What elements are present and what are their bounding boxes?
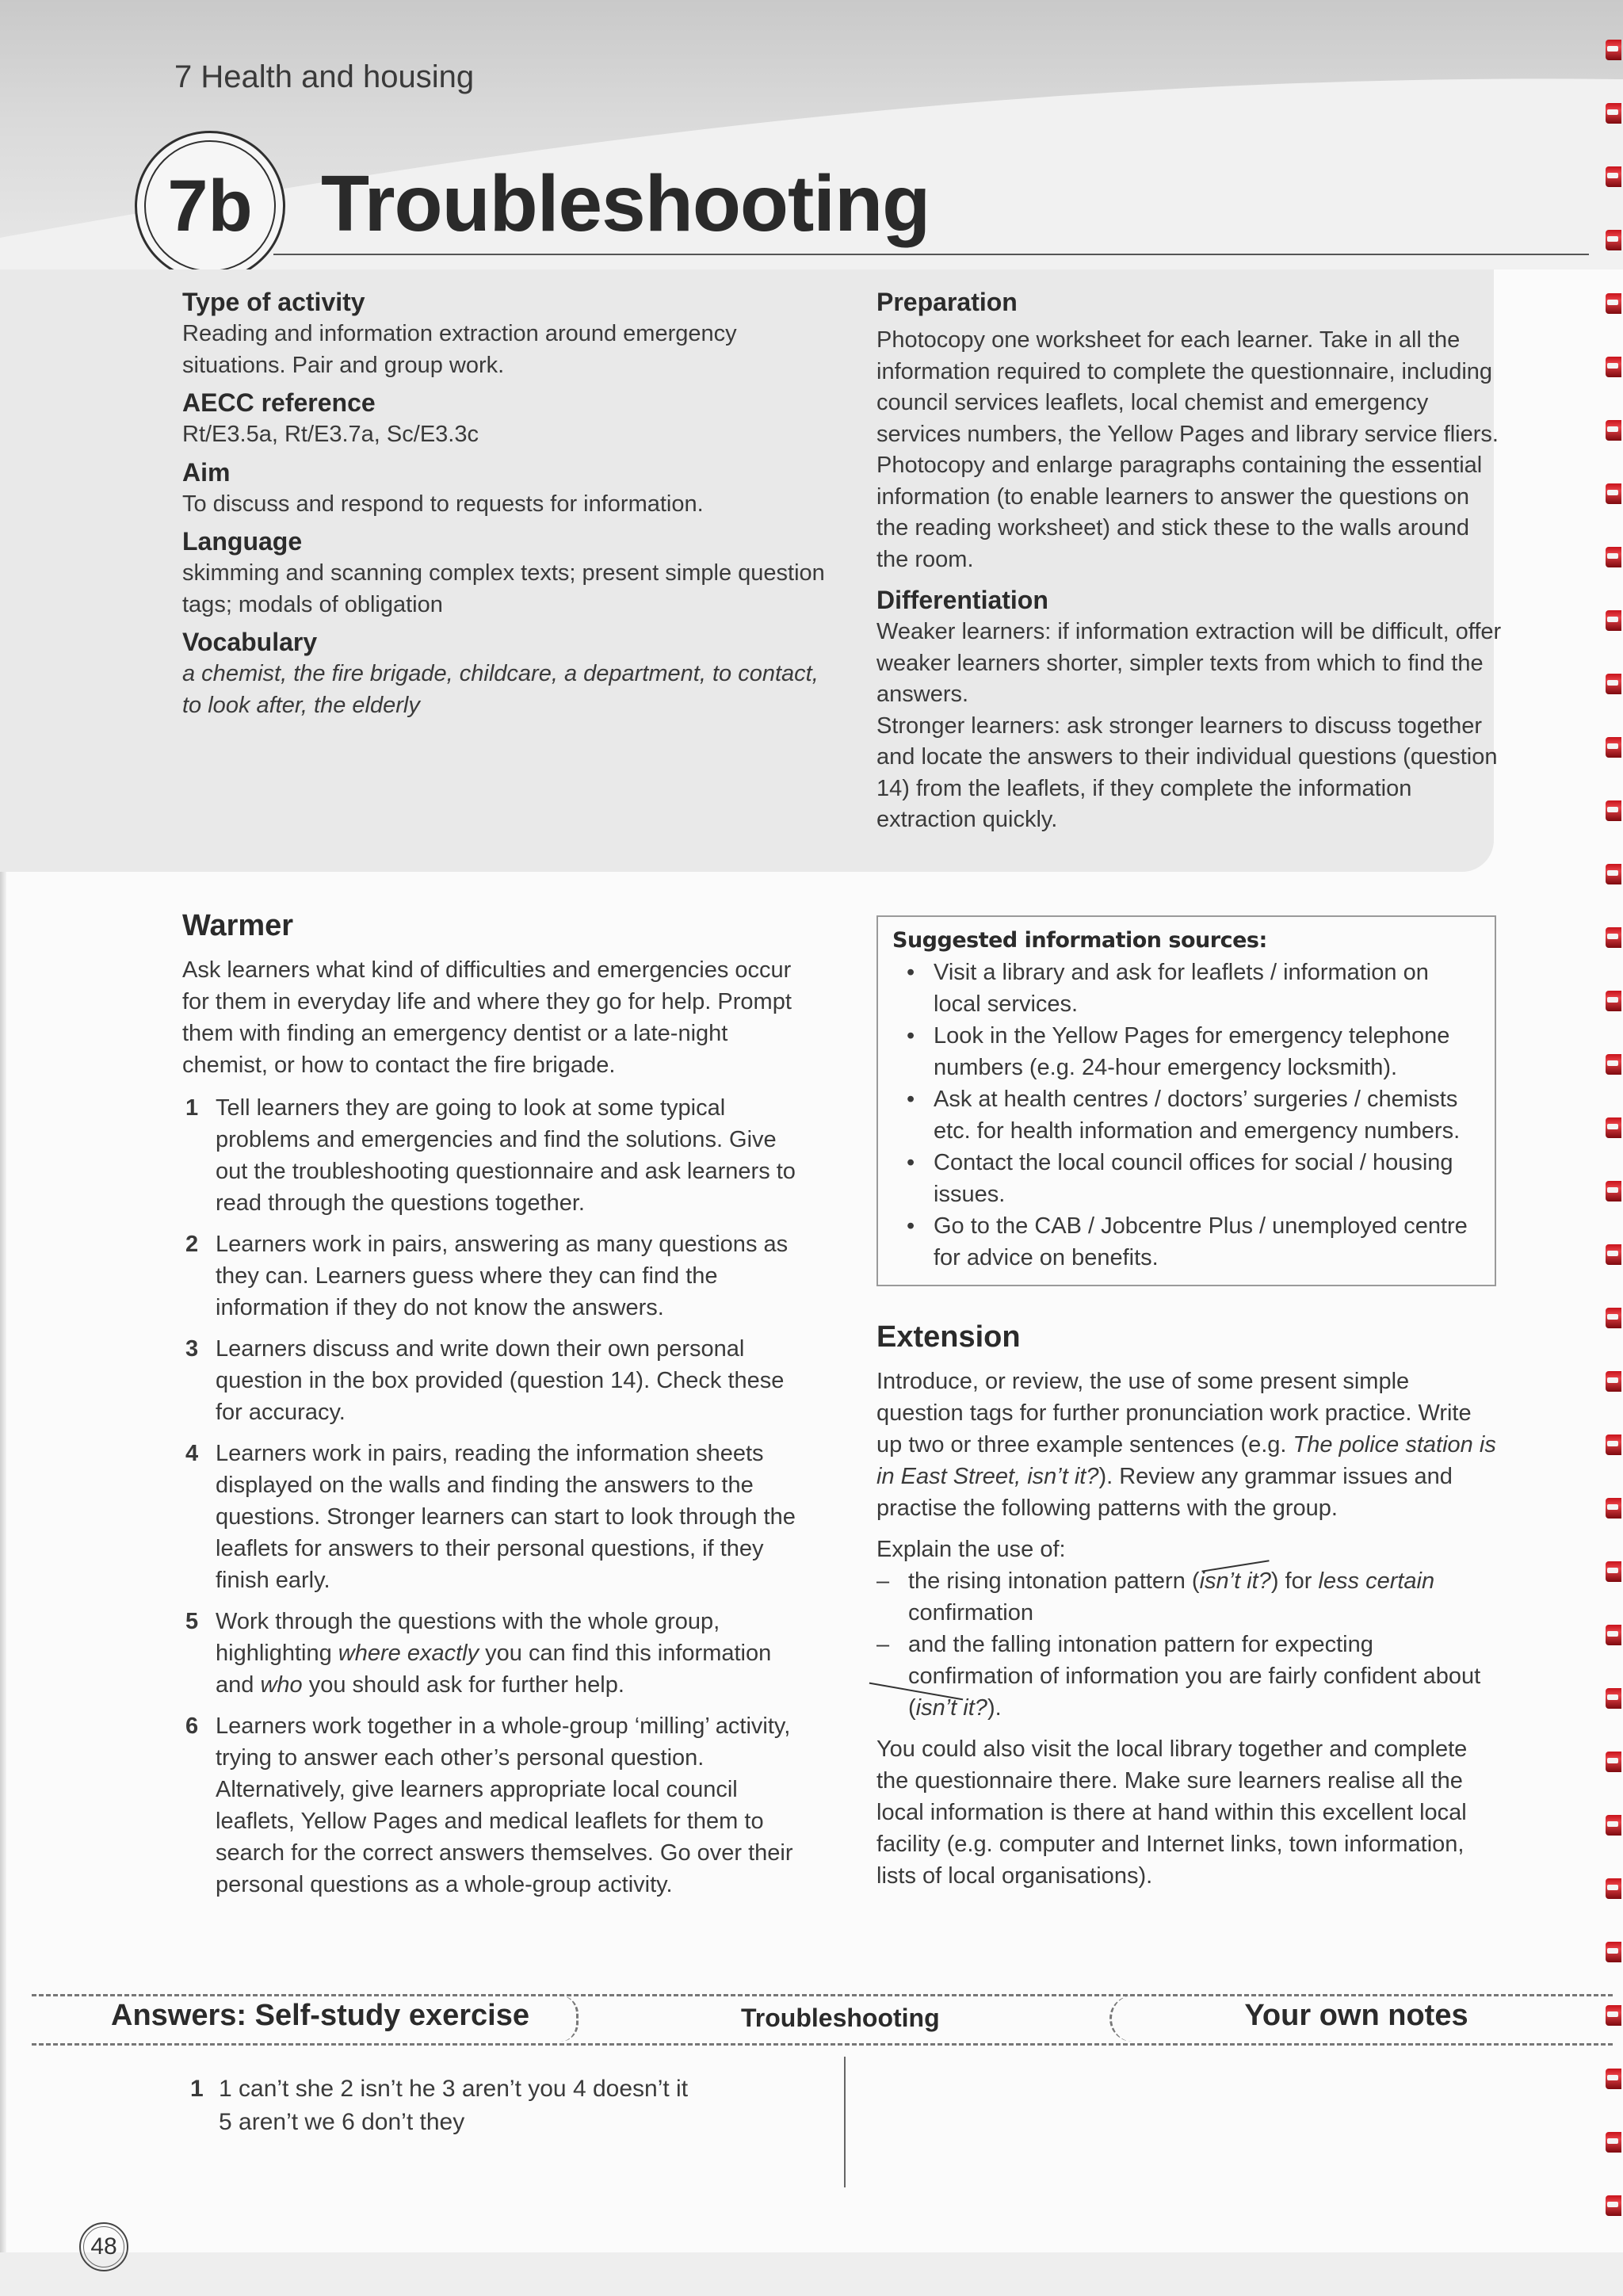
step-number: 1 <box>185 1095 199 1121</box>
answers-block <box>190 2073 688 2139</box>
binding-ring <box>1606 103 1621 124</box>
list-item <box>182 1606 808 1701</box>
diff-text-stronger: Stronger learners: ask stronger learners to discuss together and locate the answers to their individual questions (question 14) from the leaflets, if they complete the information extraction quickly. <box>876 712 1498 832</box>
step-text: Learners work together in a whole-group ‘milling’ activity, trying to answer each other’s personal question. Alternatively, give learners appropriate local council leaflets, Yellow Pages and medical leaflets for them to search for the correct answers themselves. Go over their personal questions as a whole-group activity. <box>216 1713 793 1897</box>
binding-ring <box>1606 2005 1621 2026</box>
text-part: Introduce, or review, the use of some present simple question tags for further pronunciation work practice. Write up two or three example sentences (e.g. <box>876 1369 1472 1457</box>
binding-ring <box>1606 1815 1621 1836</box>
step-number: 6 <box>185 1713 199 1739</box>
step-number: 2 <box>185 1232 199 1257</box>
list-item <box>182 1710 808 1901</box>
step-number: 3 <box>185 1336 199 1362</box>
type-text: Reading and information extraction around emergency situations. Pair and group work. <box>182 321 737 378</box>
answer-line <box>190 2073 688 2106</box>
bottom-band <box>0 2252 1623 2296</box>
binding-ring <box>1606 420 1621 441</box>
list-item <box>182 1333 808 1428</box>
binding-ring <box>1606 1371 1621 1392</box>
extension-intro <box>876 1366 1496 1524</box>
unit-badge: 7b <box>144 140 276 272</box>
binding-ring <box>1606 674 1621 694</box>
prep-text: Photocopy one worksheet for each learner. Take in all the information required to complete the questionnaire, including council services leaflets, local chemist and emergency services numbers, the Yellow Pages and library service fliers. Photocopy and enlarge paragraphs containing the essential information (to enable learners to answer the questions on the reading worksheet) and stick these to the walls around the room. <box>876 327 1499 572</box>
binding-ring <box>1606 547 1621 567</box>
vocab-heading: Vocabulary <box>182 628 318 656</box>
binding-ring <box>1606 357 1621 377</box>
binding-ring <box>1606 1054 1621 1075</box>
step-text-part: you can find this information and <box>216 1641 772 1698</box>
binding-ring <box>1606 1688 1621 1709</box>
right-body-column <box>876 915 1496 1892</box>
troubleshooting-tab: Troubleshooting <box>741 2004 940 2032</box>
step-text <box>216 1609 771 1698</box>
notes-tab: Your own notes <box>1109 1996 1601 2042</box>
text-part: and the falling intonation pattern for expecting confirmation of information you are fairly confident about ( <box>908 1632 1481 1721</box>
step-text-emphasis: where exactly <box>338 1641 479 1666</box>
binding-ring <box>1606 737 1621 758</box>
binding-ring <box>1606 166 1621 187</box>
step-number: 4 <box>185 1441 199 1466</box>
binding-ring <box>1606 1181 1621 1201</box>
vocab-text: a chemist, the fire brigade, childcare, a department, to contact, to look after, the elderly <box>182 661 819 718</box>
language-text: skimming and scanning complex texts; present simple question tags; modals of obligation <box>182 560 825 617</box>
intonation-list <box>876 1565 1496 1724</box>
binding-ring <box>1606 483 1621 504</box>
binding-ring <box>1606 1752 1621 1772</box>
list-item <box>182 1092 808 1219</box>
text-part: ). Review any grammar issues and practise the following patterns with the group. <box>876 1464 1453 1521</box>
falling-tag: isn’t it? <box>915 1695 987 1721</box>
answers-tab: Answers: Self-study exercise <box>32 1996 579 2042</box>
binding-ring <box>1606 40 1621 60</box>
binding-ring <box>1606 1498 1621 1519</box>
steps-list <box>182 1092 808 1901</box>
answer-line: 5 aren’t we 6 don’t they <box>219 2109 465 2135</box>
step-text-part: you should ask for further help. <box>302 1672 624 1698</box>
page-number: 48 <box>79 2222 128 2271</box>
binding-ring <box>1606 1244 1621 1265</box>
list-item <box>182 1228 808 1324</box>
binding-ring <box>1606 2195 1621 2216</box>
aecc-text: Rt/E3.5a, Rt/E3.7a, Sc/E3.3c <box>182 422 479 447</box>
sources-title: Suggested information sources: <box>892 928 1267 953</box>
example-sentence: The police station is in East Street, isn’t it? <box>876 1432 1496 1489</box>
extension-library: You could also visit the local library together and complete the questionnaire there. Make sure learners realise all the local information is there at hand within this excellent local facility (e.g. computer and Internet links, town information, lists of local organisations). <box>876 1736 1468 1889</box>
warmer-heading: Warmer <box>182 909 294 942</box>
prep-heading: Preparation <box>876 288 1018 316</box>
text-emphasis: less certain <box>1318 1568 1435 1594</box>
step-text: Learners discuss and write down their own personal question in the box provided (question 14). Check these for accuracy. <box>216 1336 785 1425</box>
aecc-heading: AECC reference <box>182 388 376 417</box>
binding-ring <box>1606 1435 1621 1455</box>
list-item: • Visit a library and ask for leaflets / information on local services. <box>892 957 1480 1020</box>
binding-ring <box>1606 1117 1621 1138</box>
binding-ring <box>1606 1878 1621 1899</box>
binding-ring <box>1606 1625 1621 1645</box>
footer-divider <box>844 2057 846 2187</box>
answer-number: 1 <box>190 2076 204 2102</box>
binding-ring <box>1606 991 1621 1011</box>
explain-label: Explain the use of: <box>876 1537 1066 1562</box>
diff-heading: Differentiation <box>876 586 1048 614</box>
step-text-part: Work through the questions with the whole group, highlighting <box>216 1609 720 1666</box>
info-right-column <box>876 285 1503 841</box>
binding-ring <box>1606 610 1621 631</box>
binding-ring <box>1606 800 1621 821</box>
type-heading: Type of activity <box>182 288 365 316</box>
binding-ring <box>1606 2132 1621 2153</box>
footer-dash-bottom <box>32 2043 1613 2046</box>
binding-ring <box>1606 1561 1621 1582</box>
binding-ring <box>1606 293 1621 314</box>
spiral-binding <box>1599 40 1623 2259</box>
extension-heading: Extension <box>876 1320 1021 1354</box>
step-text: Learners work in pairs, answering as many questions as they can. Learners guess where they can find the information if they do not know the answers. <box>216 1232 789 1320</box>
list-item: • Go to the CAB / Jobcentre Plus / unemployed centre for advice on benefits. <box>892 1210 1480 1274</box>
title-rule <box>273 254 1589 255</box>
page-title: Troubleshooting <box>321 159 930 248</box>
binding-ring <box>1606 864 1621 884</box>
sources-list <box>892 957 1480 1274</box>
step-text-emphasis: who <box>260 1672 303 1698</box>
list-item <box>876 1629 1496 1724</box>
list-item: • Look in the Yellow Pages for emergency telephone numbers (e.g. 24-hour emergency locksmith). <box>892 1020 1480 1083</box>
text-part: ) for <box>1270 1568 1319 1594</box>
text-part: the rising intonation pattern ( <box>908 1568 1200 1594</box>
binding-ring <box>1606 2069 1621 2089</box>
aim-heading: Aim <box>182 457 231 487</box>
warmer-section <box>182 910 808 1910</box>
list-item: • Contact the local council offices for social / housing issues. <box>892 1147 1480 1210</box>
binding-ring <box>1606 230 1621 250</box>
list-item: • Ask at health centres / doctors’ surgeries / chemists etc. for health information and emergency numbers. <box>892 1083 1480 1147</box>
diff-text-weaker: Weaker learners: if information extraction will be difficult, offer weaker learners shorter, simpler texts from which to find the answers. <box>876 619 1502 707</box>
step-number: 5 <box>185 1609 199 1634</box>
sources-box <box>876 915 1496 1286</box>
step-text: Learners work in pairs, reading the information sheets displayed on the walls and finding the answers to the questions. Stronger learners can start to look through the leaflets for answers to their personal questions, if they finish early. <box>216 1441 796 1593</box>
chapter-label: 7 Health and housing <box>174 59 475 94</box>
binding-ring <box>1606 927 1621 948</box>
rising-tag: isn’t it? <box>1199 1568 1271 1594</box>
info-left-column <box>182 285 832 726</box>
binding-ring <box>1606 1942 1621 1962</box>
list-item <box>182 1438 808 1596</box>
text-part: ). <box>987 1695 1002 1721</box>
language-heading: Language <box>182 527 303 556</box>
step-text: Tell learners they are going to look at some typical problems and emergencies and find the solutions. Give out the troubleshooting questionnaire and ask learners to read through the questions together. <box>216 1095 796 1216</box>
aim-text: To discuss and respond to requests for information. <box>182 491 704 517</box>
list-item <box>876 1565 1496 1629</box>
answer-text: 1 can’t she 2 isn’t he 3 aren’t you 4 doesn’t it <box>219 2076 689 2102</box>
warmer-intro: Ask learners what kind of difficulties and emergencies occur for them in everyday life and where they go for help. Prompt them with finding an emergency dentist or a late-night chemist, or how to contact the fire brigade. <box>182 957 792 1078</box>
binding-ring <box>1606 1308 1621 1328</box>
text-part: confirmation <box>908 1600 1033 1626</box>
